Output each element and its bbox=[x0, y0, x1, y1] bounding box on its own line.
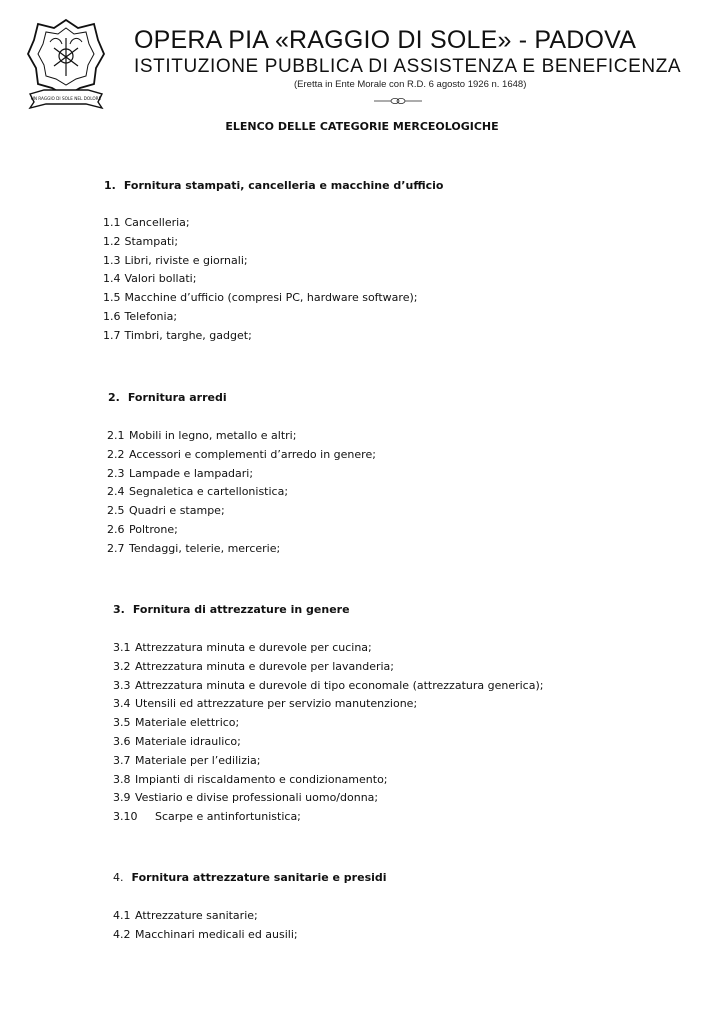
section-title: Fornitura attrezzature sanitarie e presidi bbox=[131, 871, 387, 884]
list-item bbox=[113, 658, 543, 677]
item-text: Timbri, targhe, gadget; bbox=[124, 328, 252, 342]
institution-name: OPERA PIA «RAGGIO DI SOLE» - PADOVA bbox=[134, 26, 637, 54]
list-item bbox=[113, 926, 298, 945]
item-text: Attrezzatura minuta e durevole di tipo economale (attrezzatura generica); bbox=[135, 678, 544, 692]
list-item bbox=[107, 465, 376, 484]
item-number: 2.6 bbox=[107, 522, 125, 536]
list-item bbox=[103, 327, 417, 346]
item-number: 2.1 bbox=[107, 429, 125, 442]
item-text: Attrezzatura minuta e durevole per lavanderia; bbox=[135, 659, 394, 673]
item-text: Attrezzature sanitarie; bbox=[135, 909, 258, 922]
item-text: Materiale per l’edilizia; bbox=[135, 753, 261, 767]
crest-ribbon-text: UN RAGGIO DI SOLE NEL DOLORE bbox=[30, 96, 102, 101]
section-title: Fornitura stampati, cancelleria e macchine d’ufficio bbox=[123, 179, 444, 192]
list-item bbox=[113, 789, 543, 808]
item-number: 4.2 bbox=[113, 927, 131, 941]
item-number: 1.1 bbox=[103, 216, 121, 229]
item-text: Impianti di riscaldamento e condizionamento; bbox=[135, 772, 388, 786]
item-text: Macchinari medicali ed ausili; bbox=[135, 927, 298, 941]
section-number: 3. bbox=[113, 603, 125, 616]
list-item bbox=[107, 483, 376, 502]
crest-logo bbox=[24, 14, 108, 110]
item-text: Vestiario e divise professionali uomo/donna; bbox=[135, 791, 379, 805]
item-number: 3.1 bbox=[113, 641, 131, 654]
item-number: 3.8 bbox=[113, 772, 131, 786]
item-text: Quadri e stampe; bbox=[129, 504, 225, 518]
list-item bbox=[107, 521, 376, 540]
section-number: 4. bbox=[113, 871, 124, 884]
item-number: 1.2 bbox=[103, 234, 121, 248]
document-title: ELENCO DELLE CATEGORIE MERCEOLOGICHE bbox=[225, 120, 499, 133]
item-number: 3.10 bbox=[113, 810, 138, 824]
item-number: 3.7 bbox=[113, 753, 131, 767]
item-number: 4.1 bbox=[113, 909, 131, 922]
section-title: Fornitura arredi bbox=[127, 391, 227, 404]
item-text: Materiale idraulico; bbox=[135, 734, 241, 748]
item-text: Accessori e complementi d’arredo in genere; bbox=[129, 447, 376, 461]
item-text: Libri, riviste e giornali; bbox=[124, 253, 248, 267]
section-number: 1. bbox=[104, 179, 116, 192]
section-heading bbox=[108, 391, 227, 404]
item-text: Segnaletica e cartellonistica; bbox=[129, 485, 289, 499]
institution-decree-note: (Eretta in Ente Morale con R.D. 6 agosto 1926 n. 1648) bbox=[294, 79, 527, 90]
item-number: 2.4 bbox=[107, 485, 125, 499]
section-number: 2. bbox=[108, 391, 120, 404]
item-text: Utensili ed attrezzature per servizio manutenzione; bbox=[135, 697, 418, 711]
item-text: Attrezzatura minuta e durevole per cucina; bbox=[135, 641, 372, 654]
list-item bbox=[107, 427, 376, 446]
list-item bbox=[107, 446, 376, 465]
item-number: 3.4 bbox=[113, 697, 131, 711]
list-item bbox=[113, 808, 543, 827]
list-item bbox=[113, 733, 543, 752]
item-text: Stampati; bbox=[124, 234, 179, 248]
section-heading bbox=[104, 179, 443, 192]
item-text: Telefonia; bbox=[124, 309, 178, 323]
item-number: 1.5 bbox=[103, 291, 121, 305]
section-heading bbox=[113, 603, 350, 616]
category-list bbox=[113, 907, 298, 945]
section-title: Fornitura di attrezzature in genere bbox=[132, 603, 350, 616]
item-text: Materiale elettrico; bbox=[135, 716, 240, 730]
item-number: 3.9 bbox=[113, 791, 131, 805]
list-item bbox=[103, 214, 417, 233]
list-item bbox=[113, 752, 543, 771]
institution-subtitle: ISTITUZIONE PUBBLICA DI ASSISTENZA E BENEFICENZA bbox=[134, 56, 682, 77]
list-item bbox=[103, 289, 417, 308]
category-list bbox=[107, 427, 376, 559]
item-text: Valori bollati; bbox=[124, 272, 197, 286]
item-number: 2.7 bbox=[107, 541, 125, 555]
list-item bbox=[103, 233, 417, 252]
item-number: 1.3 bbox=[103, 253, 121, 267]
item-number: 3.5 bbox=[113, 716, 131, 730]
section-heading bbox=[113, 871, 387, 884]
item-number: 1.6 bbox=[103, 309, 121, 323]
list-item bbox=[103, 270, 417, 289]
item-number: 3.3 bbox=[113, 678, 131, 692]
item-number: 2.5 bbox=[107, 504, 125, 518]
item-text: Cancelleria; bbox=[124, 216, 190, 229]
item-number: 3.6 bbox=[113, 734, 131, 748]
item-number: 3.2 bbox=[113, 659, 131, 673]
list-item bbox=[103, 252, 417, 271]
divider-flourish bbox=[374, 96, 422, 106]
item-number: 1.4 bbox=[103, 272, 121, 286]
list-item bbox=[103, 308, 417, 327]
category-list bbox=[113, 639, 543, 827]
item-text: Scarpe e antinfortunistica; bbox=[155, 810, 301, 824]
list-item bbox=[107, 540, 376, 559]
list-item bbox=[113, 714, 543, 733]
list-item bbox=[113, 771, 543, 790]
item-text: Poltrone; bbox=[129, 522, 178, 536]
list-item bbox=[113, 907, 298, 926]
list-item bbox=[113, 639, 543, 658]
item-text: Tendaggi, telerie, mercerie; bbox=[129, 541, 281, 555]
item-number: 2.3 bbox=[107, 466, 125, 480]
list-item bbox=[113, 677, 543, 696]
item-text: Mobili in legno, metallo e altri; bbox=[129, 429, 297, 442]
item-text: Macchine d’ufficio (compresi PC, hardware software); bbox=[124, 291, 418, 305]
item-number: 2.2 bbox=[107, 447, 125, 461]
list-item bbox=[113, 695, 543, 714]
list-item bbox=[107, 502, 376, 521]
item-text: Lampade e lampadari; bbox=[129, 466, 254, 480]
category-list bbox=[103, 214, 417, 346]
item-number: 1.7 bbox=[103, 328, 121, 342]
